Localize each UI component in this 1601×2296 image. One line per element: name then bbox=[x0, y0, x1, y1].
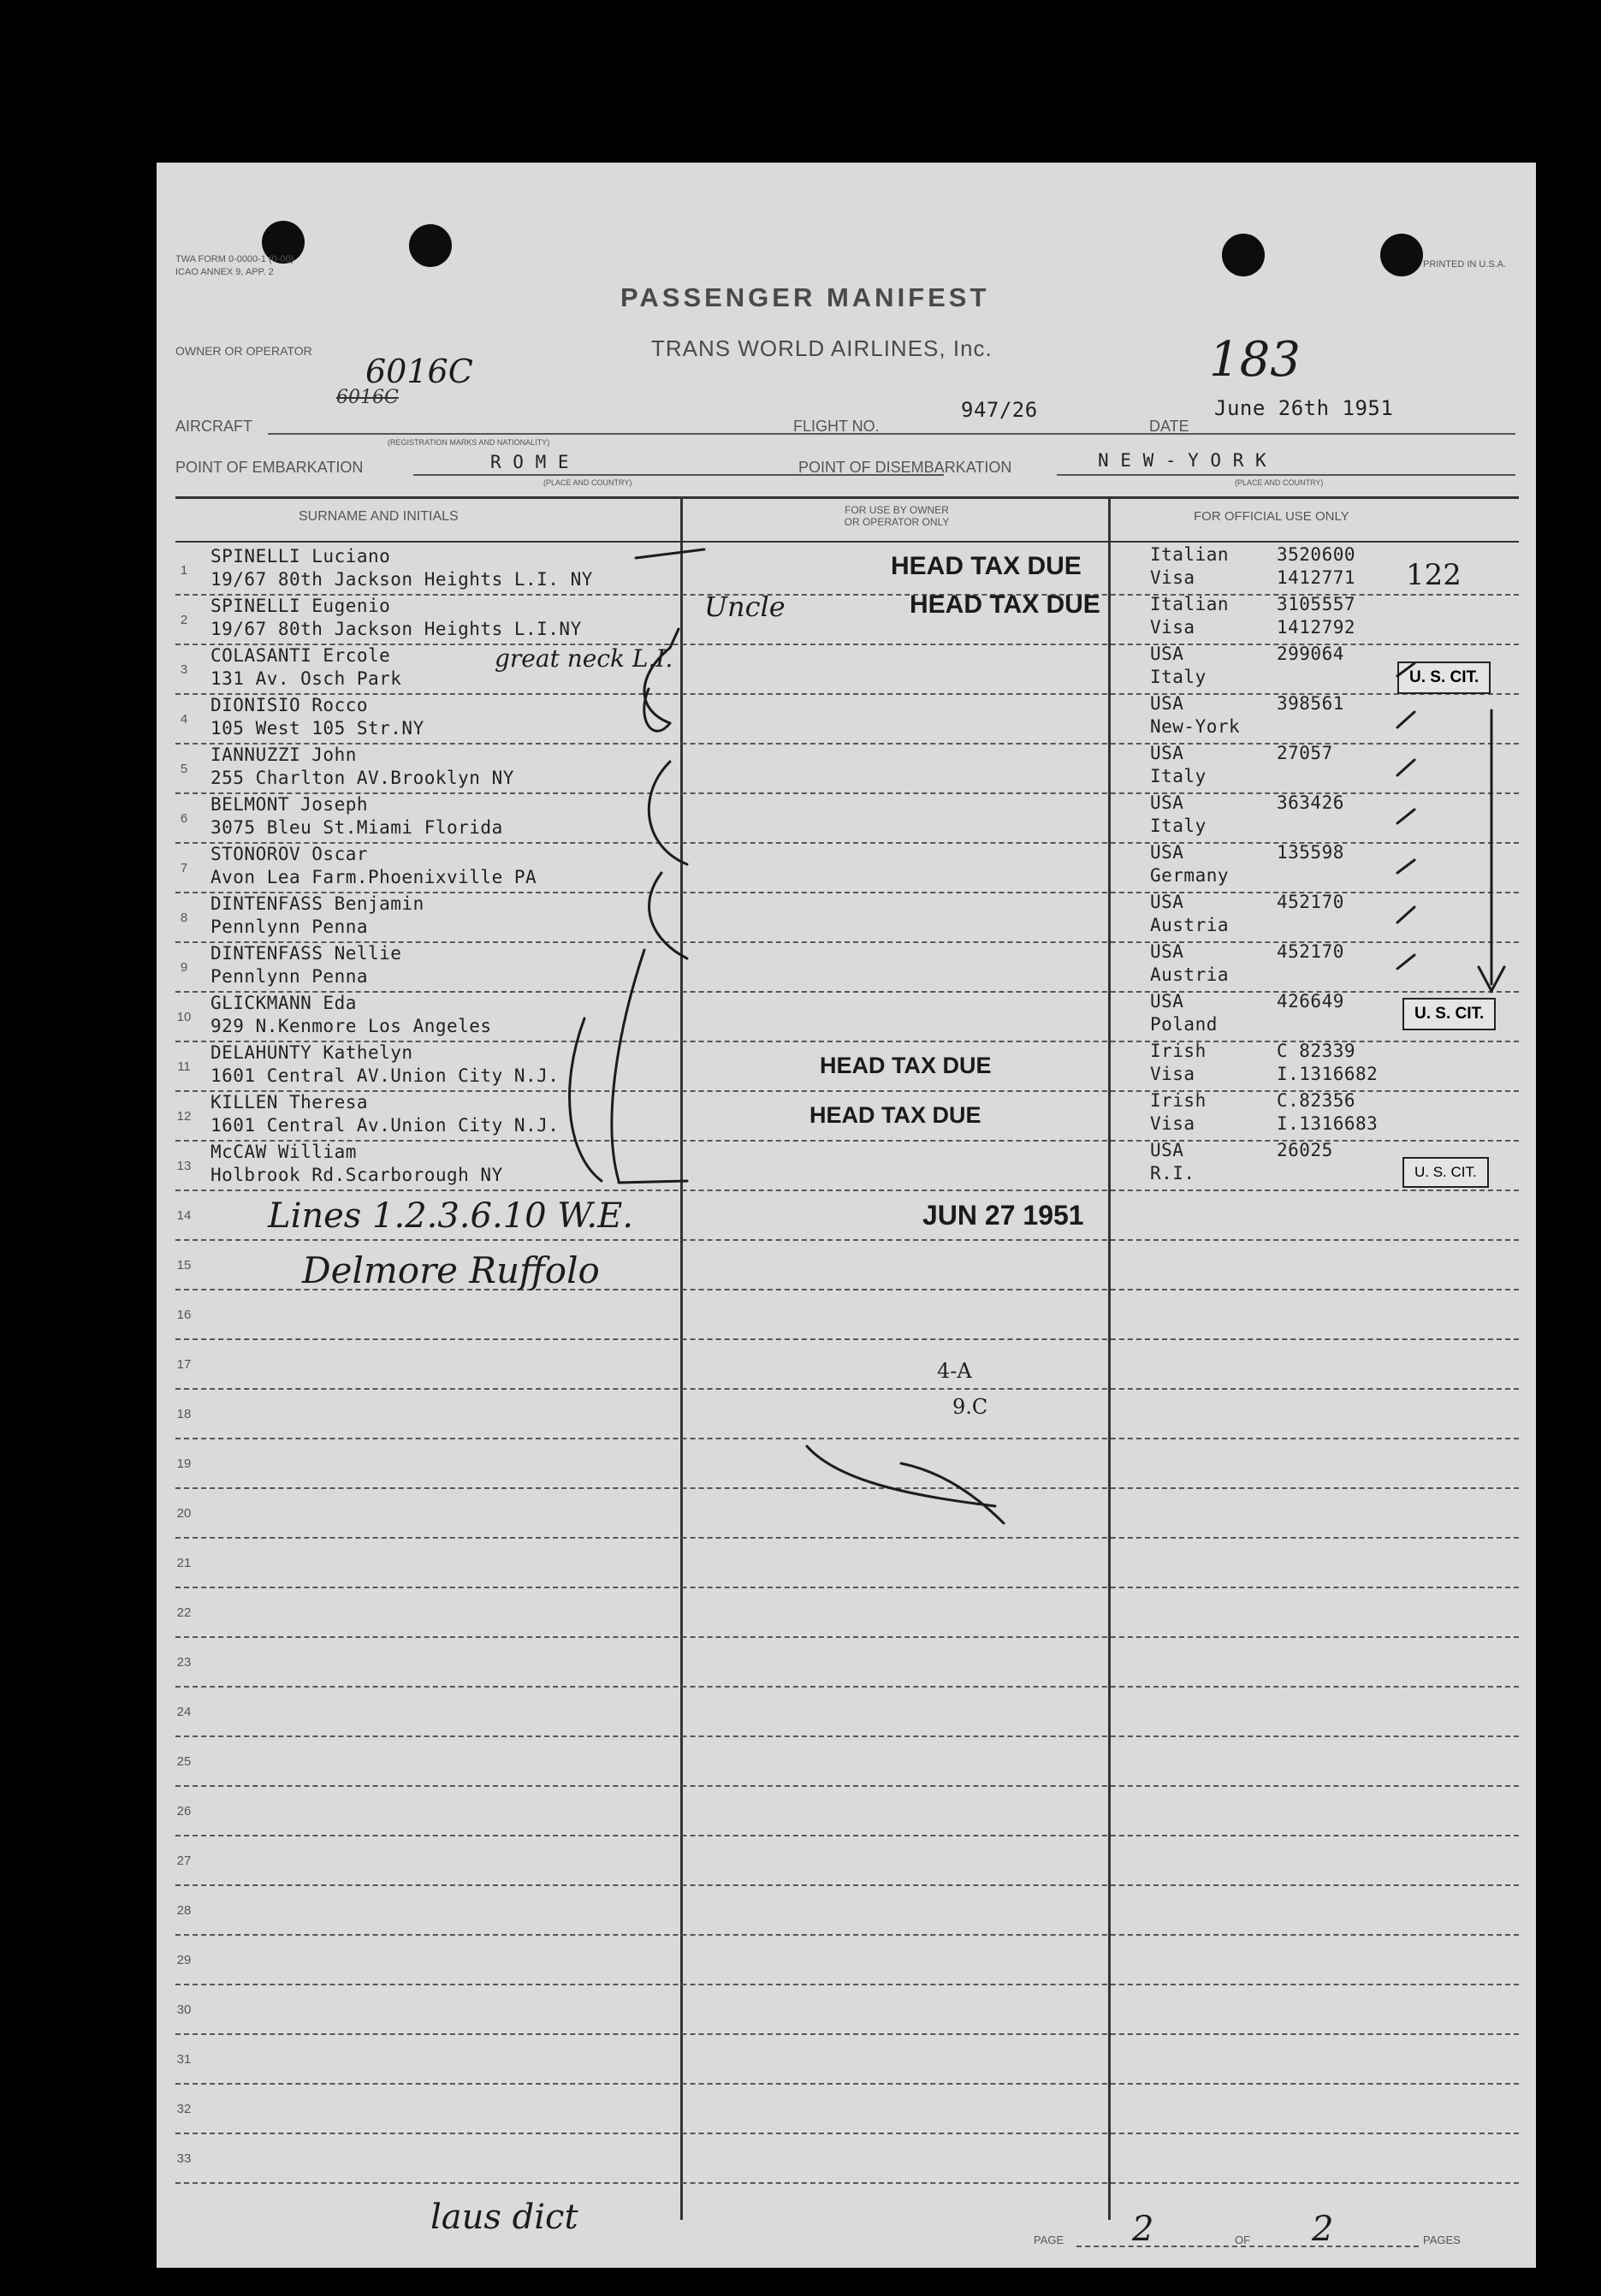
head-tax-stamp: HEAD TAX DUE bbox=[820, 1053, 992, 1078]
row-number: 21 bbox=[176, 1556, 192, 1570]
row-number: 22 bbox=[176, 1605, 192, 1620]
row-number: 5 bbox=[180, 762, 188, 776]
passenger-c1: USA bbox=[1150, 991, 1184, 1012]
row-number: 25 bbox=[176, 1754, 192, 1769]
date-label: DATE bbox=[1149, 418, 1189, 435]
aircraft-sub: (REGISTRATION MARKS AND NATIONALITY) bbox=[388, 438, 550, 447]
passenger-c2: Visa bbox=[1150, 1113, 1195, 1134]
col-header-official: FOR OFFICIAL USE ONLY bbox=[1194, 509, 1349, 524]
flight-number: 947/26 bbox=[961, 398, 1038, 422]
pen-stroke bbox=[644, 689, 670, 731]
row-number: 33 bbox=[176, 2151, 192, 2166]
passenger-c2: Visa bbox=[1150, 567, 1195, 588]
passenger-name: IANNUZZI John bbox=[211, 745, 357, 765]
row-number: 13 bbox=[176, 1159, 192, 1173]
passenger-addr: 1601 Central Av.Union City N.J. bbox=[211, 1115, 560, 1136]
passenger-name: GLICKMANN Eda bbox=[211, 993, 357, 1013]
row-number: 27 bbox=[176, 1854, 192, 1868]
passenger-name: SPINELLI Eugenio bbox=[211, 596, 391, 616]
passenger-c1: USA bbox=[1150, 892, 1184, 912]
check-mark bbox=[1397, 712, 1414, 727]
passenger-name: DINTENFASS Nellie bbox=[211, 943, 402, 964]
passenger-name: McCAW William bbox=[211, 1142, 357, 1162]
passenger-addr: Avon Lea Farm.Phoenixville PA bbox=[211, 867, 537, 887]
head-tax-stamp: HEAD TAX DUE bbox=[891, 552, 1082, 580]
row-number: 32 bbox=[176, 2102, 192, 2116]
check-mark bbox=[1397, 907, 1414, 923]
handwritten-bottom-note: laus dict bbox=[430, 2198, 578, 2237]
passenger-c1: Irish bbox=[1150, 1041, 1207, 1061]
flight-label: FLIGHT NO. bbox=[793, 418, 880, 435]
us-cit-stamp: U. S. CIT. bbox=[1402, 998, 1496, 1030]
row-number: 14 bbox=[176, 1208, 192, 1223]
pen-stroke bbox=[649, 873, 687, 958]
passenger-name: DINTENFASS Benjamin bbox=[211, 893, 424, 914]
passenger-d1: 26025 bbox=[1277, 1140, 1333, 1160]
passenger-c2: Austria bbox=[1150, 915, 1230, 935]
check-mark bbox=[1397, 860, 1414, 873]
row-number: 3 bbox=[180, 662, 188, 677]
row-number: 18 bbox=[176, 1407, 192, 1421]
passenger-d2: 1412792 bbox=[1277, 617, 1356, 638]
handwritten-uncle: Uncle bbox=[704, 590, 786, 623]
pen-stroke bbox=[644, 629, 679, 723]
passenger-c2: Italy bbox=[1150, 816, 1207, 836]
passenger-d1: 452170 bbox=[1277, 892, 1344, 912]
passenger-addr: 929 N.Kenmore Los Angeles bbox=[211, 1016, 492, 1036]
passenger-d1: 452170 bbox=[1277, 941, 1344, 962]
page-total: 2 bbox=[1312, 2210, 1334, 2249]
pen-stroke bbox=[649, 762, 687, 864]
passenger-c1: Italian bbox=[1150, 544, 1230, 565]
passenger-c2: Visa bbox=[1150, 1064, 1195, 1084]
row-number: 7 bbox=[180, 861, 188, 875]
row-number: 20 bbox=[176, 1506, 192, 1521]
check-mark bbox=[1397, 810, 1414, 823]
disembark-label: POINT OF DISEMBARKATION bbox=[798, 459, 1012, 476]
row-number: 26 bbox=[176, 1804, 192, 1818]
passenger-c2: R.I. bbox=[1150, 1163, 1195, 1184]
passenger-d2: I.1316683 bbox=[1277, 1113, 1379, 1134]
col-header-surname: SURNAME AND INITIALS bbox=[299, 509, 459, 524]
passenger-c1: USA bbox=[1150, 941, 1184, 962]
passenger-name: COLASANTI Ercole bbox=[211, 645, 391, 666]
pen-stroke bbox=[807, 1446, 995, 1506]
passenger-addr: 255 Charlton AV.Brooklyn NY bbox=[211, 768, 514, 788]
passenger-c2: Visa bbox=[1150, 617, 1195, 638]
passenger-d1: 135598 bbox=[1277, 842, 1344, 863]
passenger-d1: C 82339 bbox=[1277, 1041, 1356, 1061]
passenger-addr: 3075 Bleu St.Miami Florida bbox=[211, 817, 503, 838]
embark-label: POINT OF EMBARKATION bbox=[175, 459, 364, 476]
pen-marks bbox=[157, 163, 1536, 2268]
passenger-name: STONOROV Oscar bbox=[211, 844, 369, 864]
owner-label: OWNER OR OPERATOR bbox=[175, 344, 312, 358]
passenger-addr: 19/67 80th Jackson Heights L.I.NY bbox=[211, 619, 582, 639]
disembark-sub: (PLACE AND COUNTRY) bbox=[1235, 478, 1324, 487]
passenger-c2: Austria bbox=[1150, 964, 1230, 985]
aircraft-number: 6016C bbox=[365, 353, 473, 390]
passenger-d2: 1412771 bbox=[1277, 567, 1356, 588]
passenger-c1: USA bbox=[1150, 693, 1184, 714]
disembark-value: N E W - Y O R K bbox=[1098, 450, 1267, 471]
handwritten-122: 122 bbox=[1406, 558, 1462, 592]
row-number: 17 bbox=[176, 1357, 192, 1372]
pen-stroke bbox=[570, 1018, 602, 1181]
passenger-c2: Poland bbox=[1150, 1014, 1218, 1035]
form-id: TWA FORM 0-0000-1 (0-00) bbox=[175, 254, 294, 264]
passenger-d2: I.1316682 bbox=[1277, 1064, 1379, 1084]
passenger-d1: 3105557 bbox=[1277, 594, 1356, 614]
aircraft-label: AIRCRAFT bbox=[175, 418, 252, 435]
head-tax-stamp: HEAD TAX DUE bbox=[910, 590, 1100, 619]
row-number: 9 bbox=[180, 960, 188, 975]
passenger-c2: New-York bbox=[1150, 716, 1241, 737]
row-number: 1 bbox=[180, 563, 188, 578]
passenger-name: BELMONT Joseph bbox=[211, 794, 369, 815]
passenger-addr: 19/67 80th Jackson Heights L.I. NY bbox=[211, 569, 593, 590]
passenger-c1: USA bbox=[1150, 743, 1184, 763]
passenger-d1: 398561 bbox=[1277, 693, 1344, 714]
handwritten-number: 183 bbox=[1209, 332, 1301, 388]
passenger-name: SPINELLI Luciano bbox=[211, 546, 391, 567]
handwritten-4a: 4-A bbox=[937, 1359, 972, 1383]
pages-label: PAGES bbox=[1423, 2234, 1461, 2246]
passenger-c2: Germany bbox=[1150, 865, 1230, 886]
row-number: 28 bbox=[176, 1903, 192, 1918]
handwritten-great-neck: great neck L.I. bbox=[495, 644, 673, 673]
passenger-d1: C.82356 bbox=[1277, 1090, 1356, 1111]
passenger-c1: USA bbox=[1150, 792, 1184, 813]
form-annex: ICAO ANNEX 9, APP. 2 bbox=[175, 267, 274, 277]
passenger-name: KILLEN Theresa bbox=[211, 1092, 369, 1112]
date-stamp: JUN 27 1951 bbox=[922, 1200, 1084, 1231]
passenger-addr: 105 West 105 Str.NY bbox=[211, 718, 424, 739]
passenger-addr: 1601 Central AV.Union City N.J. bbox=[211, 1065, 560, 1086]
of-label: OF bbox=[1235, 2234, 1251, 2246]
col-header-owner-line1: FOR USE BY OWNER bbox=[845, 504, 949, 516]
row-number: 30 bbox=[176, 2002, 192, 2017]
passenger-c1: Italian bbox=[1150, 594, 1230, 614]
row-number: 24 bbox=[176, 1705, 192, 1719]
us-cit-stamp: U. S. CIT. bbox=[1397, 662, 1491, 694]
passenger-c2: Italy bbox=[1150, 766, 1207, 786]
us-cit-stamp: U. S. CIT. bbox=[1402, 1157, 1489, 1188]
head-tax-stamp: HEAD TAX DUE bbox=[809, 1102, 981, 1128]
embark-value: R O M E bbox=[490, 452, 570, 472]
passenger-c1: Irish bbox=[1150, 1090, 1207, 1111]
handwritten-signature: Delmore Ruffolo bbox=[302, 1249, 600, 1291]
row-number: 19 bbox=[176, 1457, 192, 1471]
pen-stroke bbox=[612, 950, 644, 1181]
row-number: 31 bbox=[176, 2052, 192, 2067]
passenger-c1: USA bbox=[1150, 1140, 1184, 1160]
passenger-d1: 27057 bbox=[1277, 743, 1333, 763]
date-value: June 26th 1951 bbox=[1214, 396, 1394, 420]
row-number: 29 bbox=[176, 1953, 192, 1967]
check-mark bbox=[1397, 663, 1414, 676]
passenger-d1: 3520600 bbox=[1277, 544, 1356, 565]
passenger-c2: Italy bbox=[1150, 667, 1207, 687]
handwritten-9c: 9.C bbox=[952, 1395, 988, 1419]
embark-sub: (PLACE AND COUNTRY) bbox=[543, 478, 632, 487]
passenger-d1: 363426 bbox=[1277, 792, 1344, 813]
page-rule bbox=[1076, 2246, 1419, 2247]
row-number: 2 bbox=[180, 613, 188, 627]
passenger-addr: Pennlynn Penna bbox=[211, 966, 369, 987]
manifest-sheet bbox=[157, 163, 1536, 2268]
passenger-d1: 426649 bbox=[1277, 991, 1344, 1012]
pen-stroke bbox=[619, 1181, 687, 1183]
page-label: PAGE bbox=[1034, 2234, 1064, 2246]
row-number: 8 bbox=[180, 911, 188, 925]
handwritten-lines-note: Lines 1.2.3.6.10 W.E. bbox=[268, 1196, 634, 1236]
row-number: 10 bbox=[176, 1010, 192, 1024]
passenger-d1: 299064 bbox=[1277, 644, 1344, 664]
col-header-owner-line2: OR OPERATOR ONLY bbox=[844, 516, 950, 528]
row-number: 23 bbox=[176, 1655, 192, 1670]
passenger-c1: USA bbox=[1150, 644, 1184, 664]
check-mark-row-1 bbox=[636, 549, 704, 558]
page-number: 2 bbox=[1132, 2210, 1154, 2249]
passenger-addr: Pennlynn Penna bbox=[211, 917, 369, 937]
aircraft-struck: 6016C bbox=[336, 387, 399, 408]
check-mark bbox=[1397, 760, 1414, 775]
manifest-title: PASSENGER MANIFEST bbox=[620, 282, 990, 312]
passenger-c1: USA bbox=[1150, 842, 1184, 863]
check-mark bbox=[1397, 955, 1414, 969]
row-number: 12 bbox=[176, 1109, 192, 1124]
row-number: 15 bbox=[176, 1258, 192, 1273]
row-number: 4 bbox=[180, 712, 188, 727]
airline-name: TRANS WORLD AIRLINES, Inc. bbox=[651, 335, 993, 361]
arrow-mark bbox=[1479, 710, 1504, 991]
passenger-addr: Holbrook Rd.Scarborough NY bbox=[211, 1165, 503, 1185]
passenger-name: DIONISIO Rocco bbox=[211, 695, 369, 715]
passenger-addr: 131 Av. Osch Park bbox=[211, 668, 402, 689]
passenger-name: DELAHUNTY Kathelyn bbox=[211, 1042, 413, 1063]
row-number: 16 bbox=[176, 1308, 192, 1322]
printed-in: PRINTED IN U.S.A. bbox=[1423, 259, 1507, 270]
row-number: 6 bbox=[180, 811, 188, 826]
row-number: 11 bbox=[177, 1059, 191, 1074]
